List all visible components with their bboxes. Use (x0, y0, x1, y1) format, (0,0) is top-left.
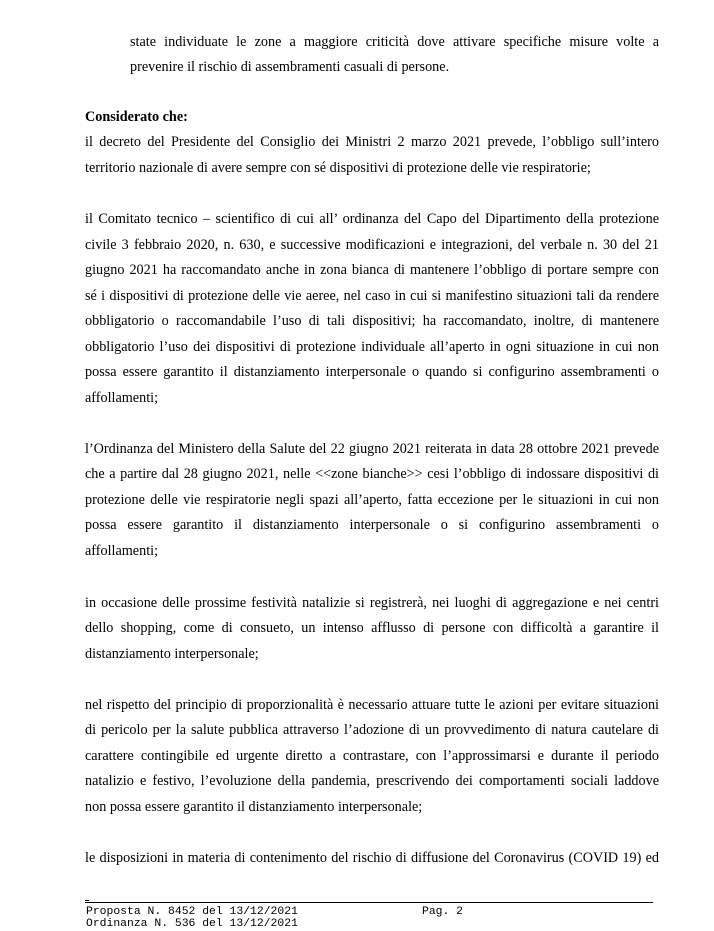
paragraph-line: obbligatorio l’uso dei dispositivi di protezione individuale all’aperto in ogni situazione in cui non (85, 339, 659, 355)
paragraph-line: non possa essere garantito il distanziamento interpersonale; (85, 799, 423, 815)
paragraph-line: il Comitato tecnico – scientifico di cui all’ ordinanza del Capo del Dipartimento della protezione (85, 211, 659, 227)
paragraph-line: natalizio e festivo, l’evoluzione della pandemia, prescrivendo dei comportamenti sociali laddove (85, 773, 659, 789)
footer-proposta: Proposta N. 8452 del 13/12/2021 (86, 906, 298, 918)
paragraph-line: sé i dispositivi di protezione delle vie aeree, nel caso in cui si manifestino situazioni tali da rendere (85, 288, 659, 304)
paragraph-line: in occasione delle prossime festività natalizie si registrerà, nei luoghi di aggregazione e nei centri (85, 595, 659, 611)
paragraph-line: affollamenti; (85, 543, 159, 559)
footer-rule-tick (85, 900, 89, 901)
footer-ordinanza: Ordinanza N. 536 del 13/12/2021 (86, 918, 298, 930)
paragraph-line: territorio nazionale di avere sempre con sé dispositivi di protezione delle vie respiratorie; (85, 160, 591, 176)
paragraph-line: possa essere garantito il distanziamento interpersonale o si configurino assembramenti o (85, 517, 659, 533)
paragraph-line: giugno 2021 ha raccomandato anche in zona bianca di mantenere l’obbligo di portare sempre con (85, 262, 659, 278)
paragraph-line: l’Ordinanza del Ministero della Salute del 22 giugno 2021 reiterata in data 28 ottobre 2021 prevede (85, 441, 659, 457)
paragraph-line: dello shopping, come di consueto, un intenso afflusso di persone con difficoltà a garantire il (85, 620, 659, 636)
intro-line: prevenire il rischio di assembramenti casuali di persone. (130, 59, 450, 75)
paragraph-line: civile 3 febbraio 2020, n. 630, e successive modificazioni e integrazioni, del verbale n. 30 del 21 (85, 237, 659, 253)
paragraph-line: distanziamento interpersonale; (85, 646, 259, 662)
section-heading: Considerato che: (85, 109, 188, 125)
paragraph-line: il decreto del Presidente del Consiglio dei Ministri 2 marzo 2021 prevede, l’obbligo sull’intero (85, 134, 659, 150)
paragraph-line: le disposizioni in materia di contenimento del rischio di diffusione del Coronavirus (COVID 19) ed (85, 850, 659, 866)
intro-line: state individuate le zone a maggiore criticità dove attivare specifiche misure volte a (130, 34, 659, 50)
footer-page-number: Pag. 2 (422, 906, 464, 918)
paragraph-line: obbligatorio o raccomandabile l’uso di tali dispositivi; ha raccomandato, inoltre, di mantenere (85, 313, 659, 329)
paragraph-line: affollamenti; (85, 390, 159, 406)
paragraph-line: protezione delle vie respiratorie negli spazi all’aperto, fatta eccezione per le situazioni in cui non (85, 492, 659, 508)
paragraph-line: possa essere garantito il distanziamento interpersonale o quando si configurino assembramenti o (85, 364, 659, 380)
paragraph-line: nel rispetto del principio di proporzionalità è necessario attuare tutte le azioni per evitare situazioni (85, 697, 659, 713)
footer-rule (85, 902, 653, 903)
paragraph-line: carattere contingibile ed urgente diretto a contrastare, con l’approssimarsi e durante il periodo (85, 748, 659, 764)
paragraph-line: che a partire dal 28 giugno 2021, nelle <<zone bianche>> cesi l’obbligo di indossare dispositivi di (85, 466, 659, 482)
paragraph-line: di pericolo per la salute pubblica attraverso l’adozione di un provvedimento di natura cautelare di (85, 722, 659, 738)
